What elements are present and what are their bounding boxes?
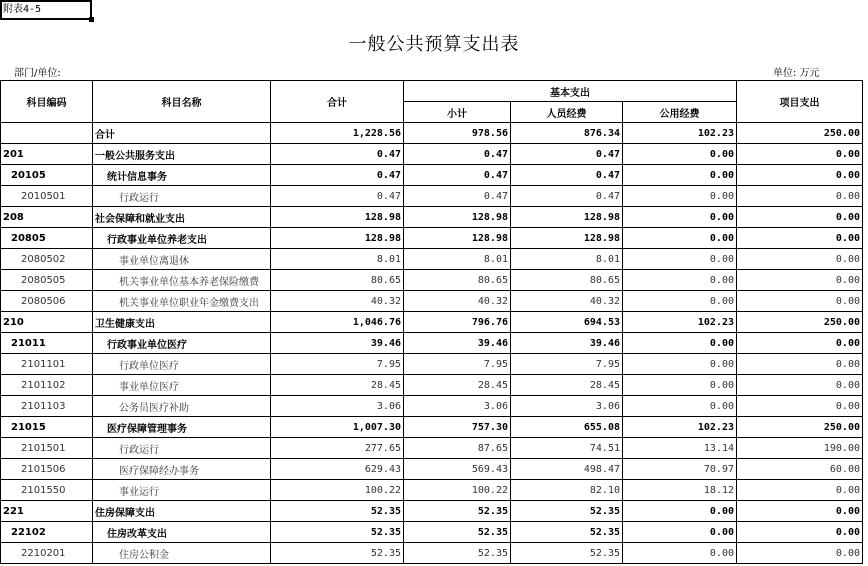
table-row: [1, 396, 863, 417]
cell-public[interactable]: 13.14: [623, 438, 737, 459]
cell-subtotal[interactable]: 757.30: [404, 417, 511, 438]
cell-name[interactable]: 医疗保障经办事务: [93, 459, 271, 480]
cell-project[interactable]: 0.00: [737, 522, 863, 543]
cell-name[interactable]: 机关事业单位职业年金缴费支出: [93, 291, 271, 312]
selected-cell[interactable]: [0, 0, 92, 20]
cell-public[interactable]: 0.00: [623, 375, 737, 396]
cell-subtotal[interactable]: 569.43: [404, 459, 511, 480]
cell-personnel[interactable]: 694.53: [511, 312, 623, 333]
table-row: [1, 375, 863, 396]
cell-code[interactable]: 20805: [1, 228, 93, 249]
table-row: [1, 438, 863, 459]
table-body: [1, 123, 863, 564]
cell-subtotal[interactable]: 39.46: [404, 333, 511, 354]
cell-project[interactable]: 0.00: [737, 207, 863, 228]
cell-project[interactable]: 0.00: [737, 291, 863, 312]
cell-public[interactable]: 0.00: [623, 354, 737, 375]
fill-handle[interactable]: [89, 17, 94, 22]
cell-project[interactable]: 0.00: [737, 480, 863, 501]
cell-personnel[interactable]: 498.47: [511, 459, 623, 480]
cell-personnel[interactable]: 8.01: [511, 249, 623, 270]
cell-code[interactable]: 201: [1, 144, 93, 165]
cell-public[interactable]: 0.00: [623, 501, 737, 522]
cell-personnel[interactable]: 655.08: [511, 417, 623, 438]
cell-total[interactable]: 39.46: [271, 333, 404, 354]
table-row: [1, 249, 863, 270]
cell-total[interactable]: 128.98: [271, 207, 404, 228]
cell-code[interactable]: 2101102: [1, 375, 93, 396]
cell-public[interactable]: 0.00: [623, 543, 737, 564]
table-row: [1, 459, 863, 480]
cell-public[interactable]: 0.00: [623, 186, 737, 207]
cell-ref-text: 附表4-5: [3, 4, 42, 15]
cell-name[interactable]: 事业单位医疗: [93, 375, 271, 396]
table-row: [1, 165, 863, 186]
cell-code[interactable]: 2210201: [1, 543, 93, 564]
cell-code[interactable]: 2010501: [1, 186, 93, 207]
cell-subtotal[interactable]: 0.47: [404, 186, 511, 207]
cell-code[interactable]: 2080506: [1, 291, 93, 312]
cell-total[interactable]: 52.35: [271, 501, 404, 522]
page-title: 一般公共预算支出表: [348, 34, 520, 55]
cell-personnel[interactable]: 3.06: [511, 396, 623, 417]
cell-public[interactable]: 0.00: [623, 291, 737, 312]
cell-project[interactable]: 0.00: [737, 270, 863, 291]
cell-code[interactable]: 2080502: [1, 249, 93, 270]
cell-public[interactable]: 18.12: [623, 480, 737, 501]
cell-name[interactable]: 合计: [93, 123, 271, 144]
budget-table: [0, 80, 863, 564]
cell-subtotal[interactable]: 52.35: [404, 501, 511, 522]
cell-project[interactable]: 0.00: [737, 501, 863, 522]
table-row: [1, 144, 863, 165]
cell-name[interactable]: 医疗保障管理事务: [93, 417, 271, 438]
cell-name[interactable]: 住房公积金: [93, 543, 271, 564]
cell-project[interactable]: 0.00: [737, 543, 863, 564]
table-row: [1, 333, 863, 354]
cell-total[interactable]: 1,046.76: [271, 312, 404, 333]
cell-personnel[interactable]: 40.32: [511, 291, 623, 312]
table-row: [1, 312, 863, 333]
cell-personnel[interactable]: 28.45: [511, 375, 623, 396]
table-row: [1, 270, 863, 291]
cell-total[interactable]: 0.47: [271, 144, 404, 165]
header-personnel: 人员经费: [511, 102, 623, 123]
cell-name[interactable]: 行政单位医疗: [93, 354, 271, 375]
table-row: [1, 543, 863, 564]
table-row: [1, 522, 863, 543]
cell-personnel[interactable]: 80.65: [511, 270, 623, 291]
cell-name[interactable]: 事业运行: [93, 480, 271, 501]
header-project: 项目支出: [737, 81, 863, 123]
cell-project[interactable]: 0.00: [737, 228, 863, 249]
cell-subtotal[interactable]: 0.47: [404, 165, 511, 186]
table-row: [1, 291, 863, 312]
table-row: [1, 501, 863, 522]
cell-project[interactable]: 0.00: [737, 249, 863, 270]
cell-personnel[interactable]: 0.47: [511, 165, 623, 186]
cell-name[interactable]: 公务员医疗补助: [93, 396, 271, 417]
cell-personnel[interactable]: 39.46: [511, 333, 623, 354]
cell-personnel[interactable]: 74.51: [511, 438, 623, 459]
table-row: [1, 354, 863, 375]
cell-subtotal[interactable]: 52.35: [404, 543, 511, 564]
cell-subtotal[interactable]: 796.76: [404, 312, 511, 333]
cell-total[interactable]: 80.65: [271, 270, 404, 291]
cell-name[interactable]: 行政事业单位医疗: [93, 333, 271, 354]
cell-public[interactable]: 70.97: [623, 459, 737, 480]
cell-name[interactable]: 住房改革支出: [93, 522, 271, 543]
cell-public[interactable]: 0.00: [623, 165, 737, 186]
table-row: [1, 228, 863, 249]
cell-code[interactable]: 221: [1, 501, 93, 522]
cell-total[interactable]: 277.65: [271, 438, 404, 459]
table-row: [1, 123, 863, 144]
cell-project[interactable]: 0.00: [737, 144, 863, 165]
cell-project[interactable]: 0.00: [737, 333, 863, 354]
cell-subtotal[interactable]: 128.98: [404, 207, 511, 228]
cell-name[interactable]: 事业单位离退休: [93, 249, 271, 270]
cell-personnel[interactable]: 0.47: [511, 144, 623, 165]
cell-public[interactable]: 0.00: [623, 396, 737, 417]
cell-code[interactable]: 21011: [1, 333, 93, 354]
header-name: 科目名称: [93, 81, 271, 123]
cell-name[interactable]: 一般公共服务支出: [93, 144, 271, 165]
table-row: [1, 186, 863, 207]
cell-subtotal[interactable]: 100.22: [404, 480, 511, 501]
cell-subtotal[interactable]: 52.35: [404, 522, 511, 543]
cell-code[interactable]: 2101101: [1, 354, 93, 375]
cell-code[interactable]: 2101501: [1, 438, 93, 459]
cell-project[interactable]: 0.00: [737, 375, 863, 396]
cell-code[interactable]: 2101103: [1, 396, 93, 417]
cell-personnel[interactable]: 876.34: [511, 123, 623, 144]
dept-label: 部门/单位:: [14, 68, 61, 79]
cell-code[interactable]: 22102: [1, 522, 93, 543]
cell-project[interactable]: 60.00: [737, 459, 863, 480]
cell-code[interactable]: 2101550: [1, 480, 93, 501]
cell-public[interactable]: 0.00: [623, 333, 737, 354]
cell-subtotal[interactable]: 7.95: [404, 354, 511, 375]
cell-personnel[interactable]: 7.95: [511, 354, 623, 375]
cell-total[interactable]: 128.98: [271, 228, 404, 249]
cell-subtotal[interactable]: 0.47: [404, 144, 511, 165]
cell-project[interactable]: 0.00: [737, 186, 863, 207]
cell-total[interactable]: 1,007.30: [271, 417, 404, 438]
cell-personnel[interactable]: 52.35: [511, 522, 623, 543]
cell-public[interactable]: 0.00: [623, 270, 737, 291]
cell-public[interactable]: 102.23: [623, 123, 737, 144]
cell-public[interactable]: 102.23: [623, 312, 737, 333]
cell-personnel[interactable]: 52.35: [511, 501, 623, 522]
header-code: 科目编码: [1, 81, 93, 123]
cell-project[interactable]: 250.00: [737, 417, 863, 438]
cell-project[interactable]: 250.00: [737, 123, 863, 144]
table-row: [1, 207, 863, 228]
cell-name[interactable]: 行政运行: [93, 438, 271, 459]
cell-subtotal[interactable]: 128.98: [404, 228, 511, 249]
cell-total[interactable]: 8.01: [271, 249, 404, 270]
cell-name[interactable]: 行政运行: [93, 186, 271, 207]
cell-personnel[interactable]: 82.10: [511, 480, 623, 501]
cell-project[interactable]: 0.00: [737, 396, 863, 417]
table-row: [1, 480, 863, 501]
cell-public[interactable]: 102.23: [623, 417, 737, 438]
cell-total[interactable]: 40.32: [271, 291, 404, 312]
cell-total[interactable]: 52.35: [271, 543, 404, 564]
cell-public[interactable]: 0.00: [623, 228, 737, 249]
cell-name[interactable]: 社会保障和就业支出: [93, 207, 271, 228]
header-basic: 基本支出: [404, 81, 737, 102]
unit-label: 单位: 万元: [773, 68, 820, 79]
cell-total[interactable]: 100.22: [271, 480, 404, 501]
header-total: 合计: [271, 81, 404, 123]
header-public: 公用经费: [623, 102, 737, 123]
cell-total[interactable]: 7.95: [271, 354, 404, 375]
cell-subtotal[interactable]: 978.56: [404, 123, 511, 144]
cell-total[interactable]: 629.43: [271, 459, 404, 480]
cell-total[interactable]: 0.47: [271, 165, 404, 186]
cell-public[interactable]: 0.00: [623, 144, 737, 165]
cell-total[interactable]: 52.35: [271, 522, 404, 543]
cell-subtotal[interactable]: 80.65: [404, 270, 511, 291]
cell-total[interactable]: 1,228.56: [271, 123, 404, 144]
cell-code[interactable]: 2101506: [1, 459, 93, 480]
cell-subtotal[interactable]: 3.06: [404, 396, 511, 417]
cell-subtotal[interactable]: 8.01: [404, 249, 511, 270]
cell-name[interactable]: 行政事业单位养老支出: [93, 228, 271, 249]
table-row: [1, 417, 863, 438]
cell-public[interactable]: 0.00: [623, 249, 737, 270]
cell-code[interactable]: 208: [1, 207, 93, 228]
header-subtotal: 小计: [404, 102, 511, 123]
cell-code[interactable]: 21015: [1, 417, 93, 438]
cell-subtotal[interactable]: 28.45: [404, 375, 511, 396]
cell-public[interactable]: 0.00: [623, 522, 737, 543]
cell-project[interactable]: 250.00: [737, 312, 863, 333]
cell-personnel[interactable]: 0.47: [511, 186, 623, 207]
cell-total[interactable]: 0.47: [271, 186, 404, 207]
cell-personnel[interactable]: 128.98: [511, 228, 623, 249]
cell-project[interactable]: 190.00: [737, 438, 863, 459]
cell-subtotal[interactable]: 40.32: [404, 291, 511, 312]
cell-project[interactable]: 0.00: [737, 354, 863, 375]
cell-code[interactable]: 20105: [1, 165, 93, 186]
cell-subtotal[interactable]: 87.65: [404, 438, 511, 459]
cell-code[interactable]: [1, 123, 93, 144]
cell-total[interactable]: 28.45: [271, 375, 404, 396]
cell-total[interactable]: 3.06: [271, 396, 404, 417]
cell-name[interactable]: 机关事业单位基本养老保险缴费: [93, 270, 271, 291]
cell-personnel[interactable]: 128.98: [511, 207, 623, 228]
cell-name[interactable]: 卫生健康支出: [93, 312, 271, 333]
cell-code[interactable]: 2080505: [1, 270, 93, 291]
cell-name[interactable]: 统计信息事务: [93, 165, 271, 186]
cell-name[interactable]: 住房保障支出: [93, 501, 271, 522]
cell-personnel[interactable]: 52.35: [511, 543, 623, 564]
cell-public[interactable]: 0.00: [623, 207, 737, 228]
cell-project[interactable]: 0.00: [737, 165, 863, 186]
cell-code[interactable]: 210: [1, 312, 93, 333]
